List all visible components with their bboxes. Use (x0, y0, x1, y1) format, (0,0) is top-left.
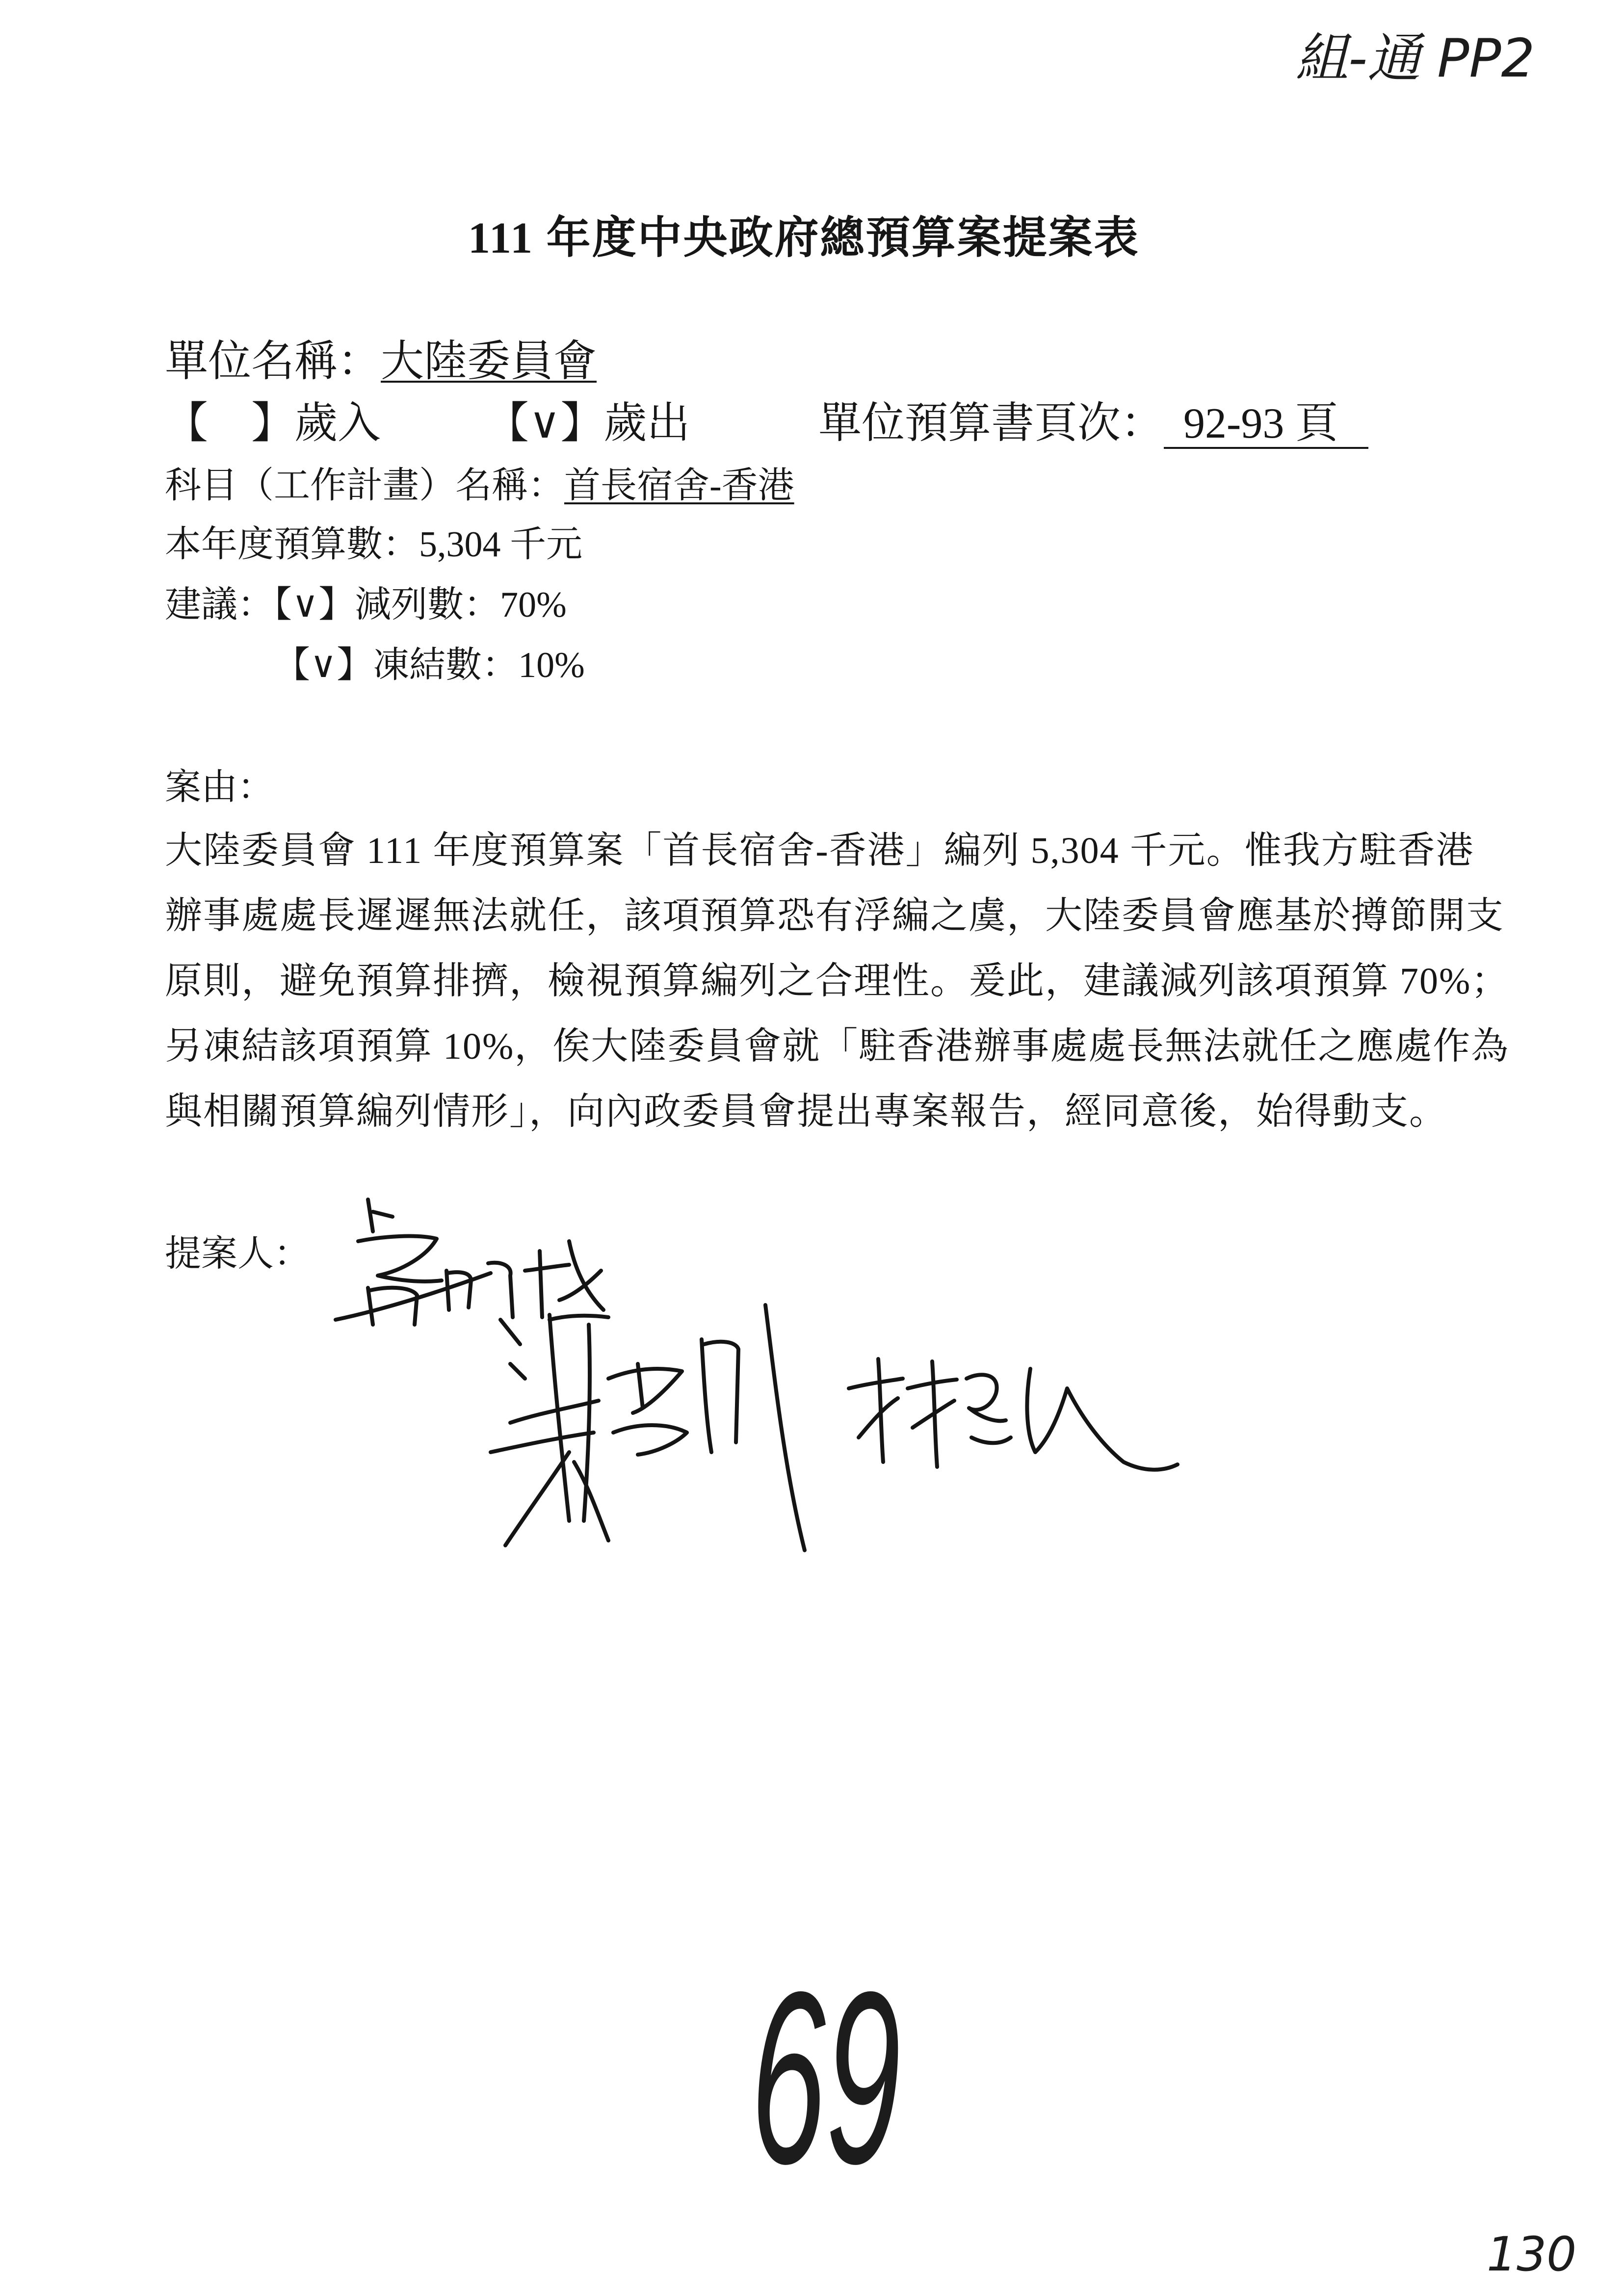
suggestion-reduction-row (165, 583, 567, 627)
handwritten-page-number: 69 (751, 1940, 901, 2215)
page-title: 111 年度中央政府總預算案提案表 (468, 214, 1140, 262)
reason-line: 辦事處處長遲遲無法就任，該項預算恐有浮編之虞，大陸委員會應基於撙節開支 (165, 895, 1504, 937)
revenue-option (165, 398, 381, 449)
freeze-value: 10% (518, 645, 585, 685)
reduction-value: 70% (500, 585, 567, 625)
suggestion-freeze-row (274, 643, 585, 687)
reduction-checkbox: 【∨】 (274, 585, 355, 625)
signature-3 (849, 1359, 1178, 1470)
proposer-signatures (294, 1177, 1227, 1594)
current-budget-label: 本年度預算數： (165, 524, 419, 565)
unit-label: 單位名稱： (165, 338, 381, 386)
reason-line: 另凍結該項預算 10%，俟大陸委員會就「駐香港辦事處處長無法就任之應處作為 (165, 1026, 1510, 1067)
signature-2 (491, 1305, 805, 1550)
reason-line: 原則，避免預算排擠，檢視預算編列之合理性。爰此，建議減列該項預算 70%； (165, 961, 1510, 1002)
budget-book-page (818, 398, 1368, 449)
unit-row (165, 337, 597, 388)
current-budget-value: 5,304 千元 (419, 524, 582, 565)
handwritten-category-note: 組-通 PP2 (1295, 28, 1535, 89)
reason-line: 大陸委員會 111 年度預算案「首長宿舍-香港」編列 5,304 千元。惟我方駐香港 (165, 830, 1474, 871)
suggestion-label: 建議： (165, 585, 274, 625)
freeze-checkbox: 【∨】 (274, 645, 373, 685)
budget-book-page-label: 單位預算書頁次： (818, 400, 1164, 447)
unit-value: 大陸委員會 (381, 338, 597, 386)
signature-1 (336, 1200, 608, 1325)
reduction-label: 減列數： (355, 585, 500, 625)
revenue-checkbox: 【 】 (165, 400, 295, 447)
reason-line: 與相關預算編列情形」，向內政委員會提出專案報告，經同意後，始得動支。 (165, 1091, 1447, 1132)
expenditure-checkbox: 【∨】 (486, 400, 604, 447)
subject-label: 科目（工作計畫）名稱： (165, 466, 564, 506)
handwritten-folio-number: 130 (1487, 2227, 1577, 2282)
reason-label: 案由： (165, 767, 274, 808)
expenditure-option (486, 398, 690, 449)
expenditure-label: 歲出 (603, 400, 690, 447)
current-budget-row (165, 522, 582, 567)
subject-value: 首長宿舍-香港 (564, 466, 794, 506)
revenue-label: 歲入 (294, 400, 381, 447)
reason-paragraph (165, 818, 1509, 1145)
freeze-label: 凍結數： (373, 645, 519, 685)
proposer-label: 提案人： (165, 1234, 310, 1274)
budget-book-page-value: 92-93 頁 (1164, 401, 1368, 449)
subject-row (165, 464, 794, 508)
